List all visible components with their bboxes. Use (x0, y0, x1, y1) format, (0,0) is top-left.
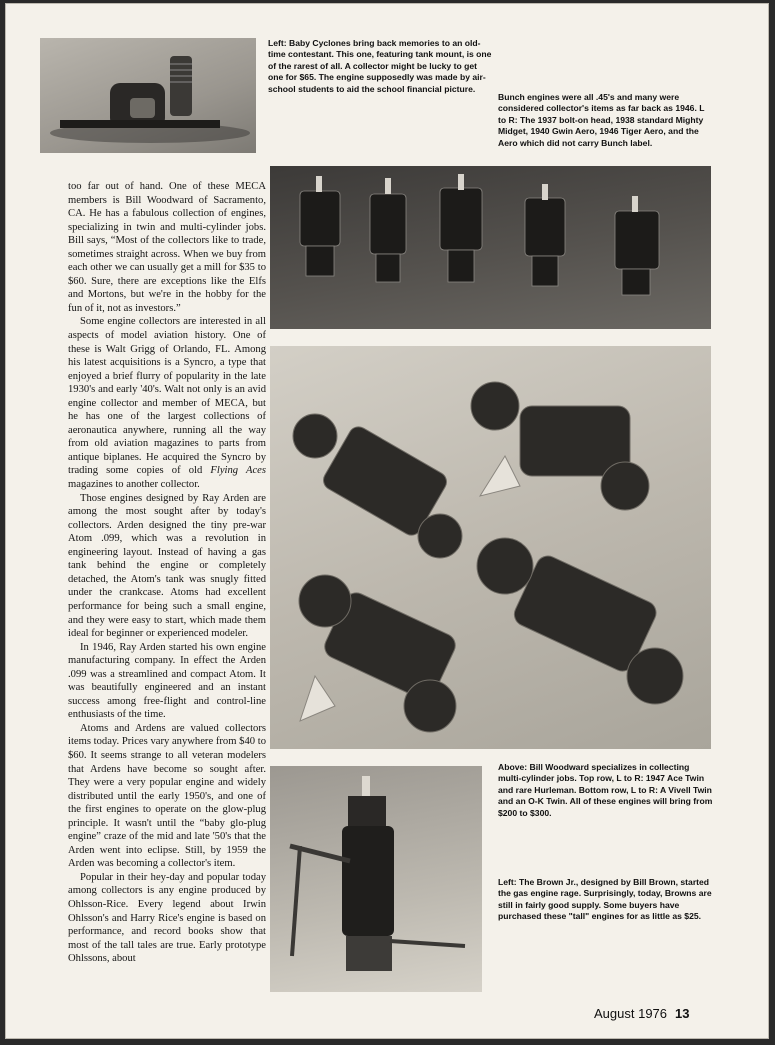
photo-multi-cylinder-engines (270, 346, 711, 749)
article-paragraph: In 1946, Ray Arden started his own engine manufacturing company. In effect the Arden .099 was a streamlined and compact Atom. It was beautifully engineered and an instant success among free-flight and control-line enthusiasts of the time. (68, 641, 266, 721)
engine-illustration (40, 38, 256, 153)
page-folio (594, 1006, 689, 1021)
article-paragraph: too far out of hand. One of these MECA members is Bill Woodward of Sacramento, CA. He has a fabulous collection of engines, specializing in twin and multi-cylinder jobs. Bill says, “Most of the collectors like to trade, sometimes straight across. When we buy from each other we can usually get a mill for $35 to $60. Sure, there are exceptions like the Elfs and Mortons, but we're in the hobby for the fun of it, not as investors.” (68, 181, 266, 314)
article-body (68, 180, 266, 998)
article-paragraph: Popular in their hey-day and popular today among collectors is any engine produced by Ohlsson-Rice. Every legend about Irwin Ohlsson's and Harry Rice's engine is based on performance, and record books show that most of the tall tales are true. Early prototype Ohlssons, about (68, 871, 266, 965)
article-paragraph: Atoms and Ardens are valued collectors items today. Prices vary anywhere from $40 to $60. It seems strange to all veteran modelers that Ardens have become so sought after. They were a very popular engine and widely distributed until the early 1950's, and one of the first engines to operate on the glow-plug principle. It wasn't until the “baby glo-plug engine” craze of the mid and late '50's that the Arden went into eclipse. Still, by 1959 the Arden was becoming a collector's item. (68, 722, 266, 870)
photo-bunch-engines (270, 166, 711, 329)
article-paragraph: Some engine collectors are interested in all aspects of model aviation history. One of these is Walt Grigg of Orlando, FL. Among his latest acquisitions is a Syncro, a type that enjoyed a brief flurry of popularity in the late 1930's and early '40's. Walt not only is an avid engine collector and member of MECA, but he has one of the largest collections of aeronautica anywhere, running all the way from old aviation magazines to parts from antique biplanes. He acquired the Syncro by trading some copies of old Flying Aces magazines to another collector. (68, 316, 266, 491)
photo-baby-cyclone (40, 38, 256, 153)
photo-brown-jr (270, 766, 482, 992)
magazine-page (6, 4, 768, 1038)
issue-date: August 1976 (594, 1006, 668, 1021)
caption-brown-jr: Left: The Brown Jr., designed by Bill Brown, started the gas engine rage. Surprisingly, today, Browns are still in fairly good supply. Some buyers have purchased these "tall" engines for as little as $25. (498, 877, 712, 922)
page-number: 13 (675, 1006, 690, 1021)
caption-woodward: Above: Bill Woodward specializes in collecting multi-cylinder jobs. Top row, L to R: 1947 Ace Twin and rare Hurleman. Bottom row, L to R: A Vivell Twin and an O-K Twin. All of these engines will bring from $200 to $300. (498, 762, 713, 818)
article-paragraph: Those engines designed by Ray Arden are among the most sought after by today's collectors. Arden designed the tiny pre-war Atom .099, which was a revolution in engineering layout. Instead of having a gas tank behind the engine or completely detached, the Atom's tank was snugly fitted under the crankcase. Atoms had excellent performance for being such a small engine, and they were easy to start, which made them ideal for beginner or experienced modeler. (68, 492, 266, 640)
engines-row-illustration (270, 166, 711, 329)
twin-engines-illustration (270, 346, 711, 749)
brown-jr-illustration (270, 766, 482, 992)
caption-bunch-engines: Bunch engines were all .45's and many were considered collector's items as far back as 1946. L to R: The 1937 bolt-on head, 1938 standard Mighty Midget, 1940 Gwin Aero, 1946 Tiger Aero, and the Aero which did not carry Bunch label. (498, 92, 705, 148)
caption-baby-cyclone: Left: Baby Cyclones bring back memories to an old-time contestant. This one, featuring tank mount, is one of the rarest of all. A collector might be lucky to get one for $65. The engine supposedly was made by air-school students to aid the school financial picture. (268, 38, 492, 94)
